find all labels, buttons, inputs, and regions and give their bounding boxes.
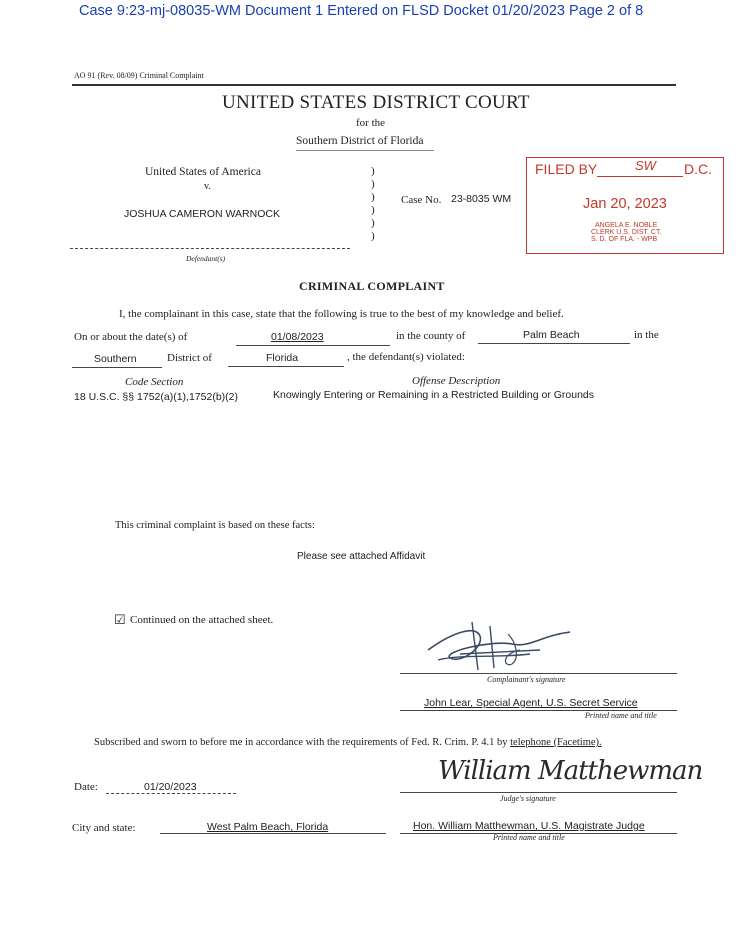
county: Palm Beach [523,329,580,341]
judge-date: 01/20/2023 [144,781,197,793]
on-or-about-label: On or about the date(s) of [74,331,188,343]
clerk-name: ANGELA E. NOBLE [595,222,658,229]
state: Florida [266,352,299,364]
county-line [478,343,630,344]
date-label: Date: [74,781,98,793]
defendant-line [70,248,350,249]
complainant-signature-line [400,673,677,674]
complainant-signature-image [420,614,580,674]
offense-description: Knowingly Entering or Remaining in a Restricted Building or Grounds [273,389,594,401]
offense-date: 01/08/2023 [271,331,324,343]
caption-paren: ) [371,204,375,216]
filed-initials: SW [635,158,656,173]
defendant-name: JOSHUA CAMERON WARNOCK [124,208,280,220]
city-state-label: City and state: [72,822,136,834]
judge-date-line [106,793,236,794]
caption-paren: ) [371,230,375,242]
form-id: AO 91 (Rev. 08/09) Criminal Complaint [74,71,204,80]
clerk-office: CLERK U.S. DIST. CT. [591,229,662,236]
judge-signature: William Matthewman [438,756,703,786]
plaintiff-name: United States of America [145,166,261,178]
complainant-signature-label: Complainant's signature [487,675,566,684]
code-section-label: Code Section [125,376,184,388]
filed-initials-line [597,176,683,177]
sworn-text: Subscribed and sworn to before me in accordance with the requirements of Fed. R. Crim. P. 4.1 by [94,737,508,748]
ecf-header-stamp: Case 9:23-mj-08035-WM Document 1 Entered on FLSD Docket 01/20/2023 Page 2 of 8 [79,3,644,19]
district-title: Southern District of Florida [296,135,424,147]
defendant-label: Defendant(s) [186,254,226,263]
filed-stamp [526,157,724,254]
for-the: for the [356,117,386,129]
offense-date-line [236,345,390,346]
district-name-line [72,367,162,368]
sworn-method: telephone (Facetime). [510,737,602,748]
caption-paren: ) [371,191,375,203]
district-underline [296,150,434,151]
continued-label: Continued on the attached sheet. [130,614,274,626]
court-title: UNITED STATES DISTRICT COURT [222,92,530,113]
county-label: in the county of [396,330,466,342]
complainant-printed-name: John Lear, Special Agent, U.S. Secret Service [424,697,638,709]
see-affidavit: Please see attached Affidavit [297,551,426,562]
versus: v. [204,181,211,192]
continued-checkbox[interactable]: ☑ [114,612,126,627]
complaint-intro: I, the complainant in this case, state that the following is true to the best of my knowledge and belief. [119,308,564,320]
judge-signature-line [400,792,677,793]
violated-label: , the defendant(s) violated: [347,351,465,363]
filed-by-label: FILED BY [535,161,598,177]
clerk-district: S. D. OF FLA. - WPB [591,236,658,243]
state-line [228,366,344,367]
filed-dc: D.C. [684,161,712,177]
judge-printed-label: Printed name and title [493,833,565,842]
in-the-label: in the [634,329,659,341]
code-section: 18 U.S.C. §§ 1752(a)(1),1752(b)(2) [74,391,238,403]
complainant-printed-label: Printed name and title [585,711,657,720]
facts-basis: This criminal complaint is based on these facts: [115,520,315,531]
case-number: 23-8035 WM [451,193,512,205]
complaint-heading: CRIMINAL COMPLAINT [299,279,445,293]
filed-date: Jan 20, 2023 [583,196,667,212]
district-name: Southern [94,353,137,365]
caption-paren: ) [371,217,375,229]
district-of-label: District of [167,352,212,364]
case-no-label: Case No. [401,194,442,206]
city-state-line [160,833,386,834]
offense-description-label: Offense Description [412,375,501,387]
caption-paren: ) [371,165,375,177]
caption-paren: ) [371,178,375,190]
judge-signature-label: Judge's signature [500,794,556,803]
top-rule [72,84,676,86]
city-state: West Palm Beach, Florida [207,821,329,833]
judge-printed-name: Hon. William Matthewman, U.S. Magistrate Judge [413,820,645,832]
sworn-statement [94,737,602,748]
